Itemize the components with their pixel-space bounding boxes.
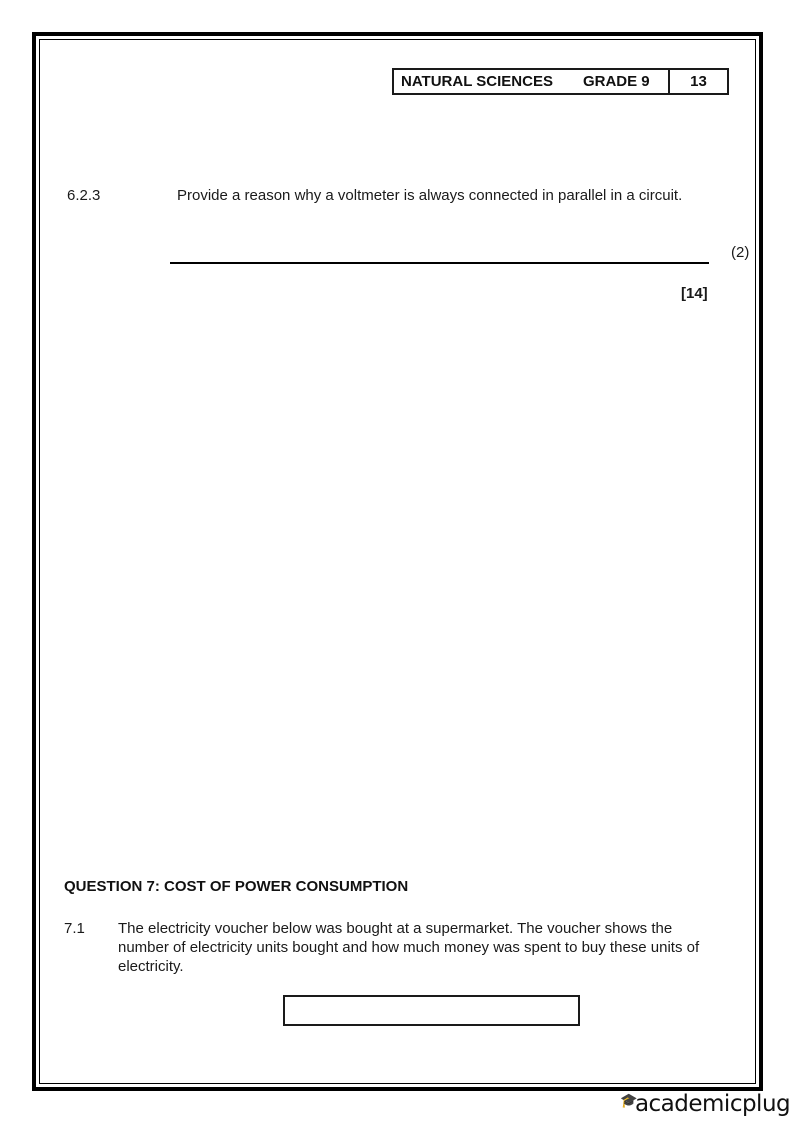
page-number: 13 (690, 73, 707, 90)
question-7-1-text: The electricity voucher below was bought at a supermarket. The voucher shows the number of electricity units bought and how much money was spent to buy these units of electricity. (118, 920, 700, 975)
electricity-voucher-box (283, 995, 580, 1026)
header-subject-cell (394, 70, 670, 93)
answer-line[interactable] (170, 262, 709, 264)
grade-label: GRADE 9 (582, 73, 650, 90)
page-header-box (392, 68, 729, 95)
subject-title: NATURAL SCIENCES (401, 73, 553, 90)
question-text: Provide a reason why a voltmeter is always connected in parallel in a circuit. (177, 187, 683, 204)
question-7-title: QUESTION 7: COST OF POWER CONSUMPTION (64, 878, 409, 895)
question-number: 6.2.3 (67, 187, 101, 204)
graduation-cap-icon: 🎓 (620, 1093, 637, 1109)
question-marks: (2) (731, 244, 750, 261)
section-total: [14] (681, 285, 708, 302)
question-7-1-number: 7.1 (64, 920, 85, 937)
logo-text: academicplug (634, 1091, 791, 1117)
academicplug-logo (620, 1091, 790, 1117)
